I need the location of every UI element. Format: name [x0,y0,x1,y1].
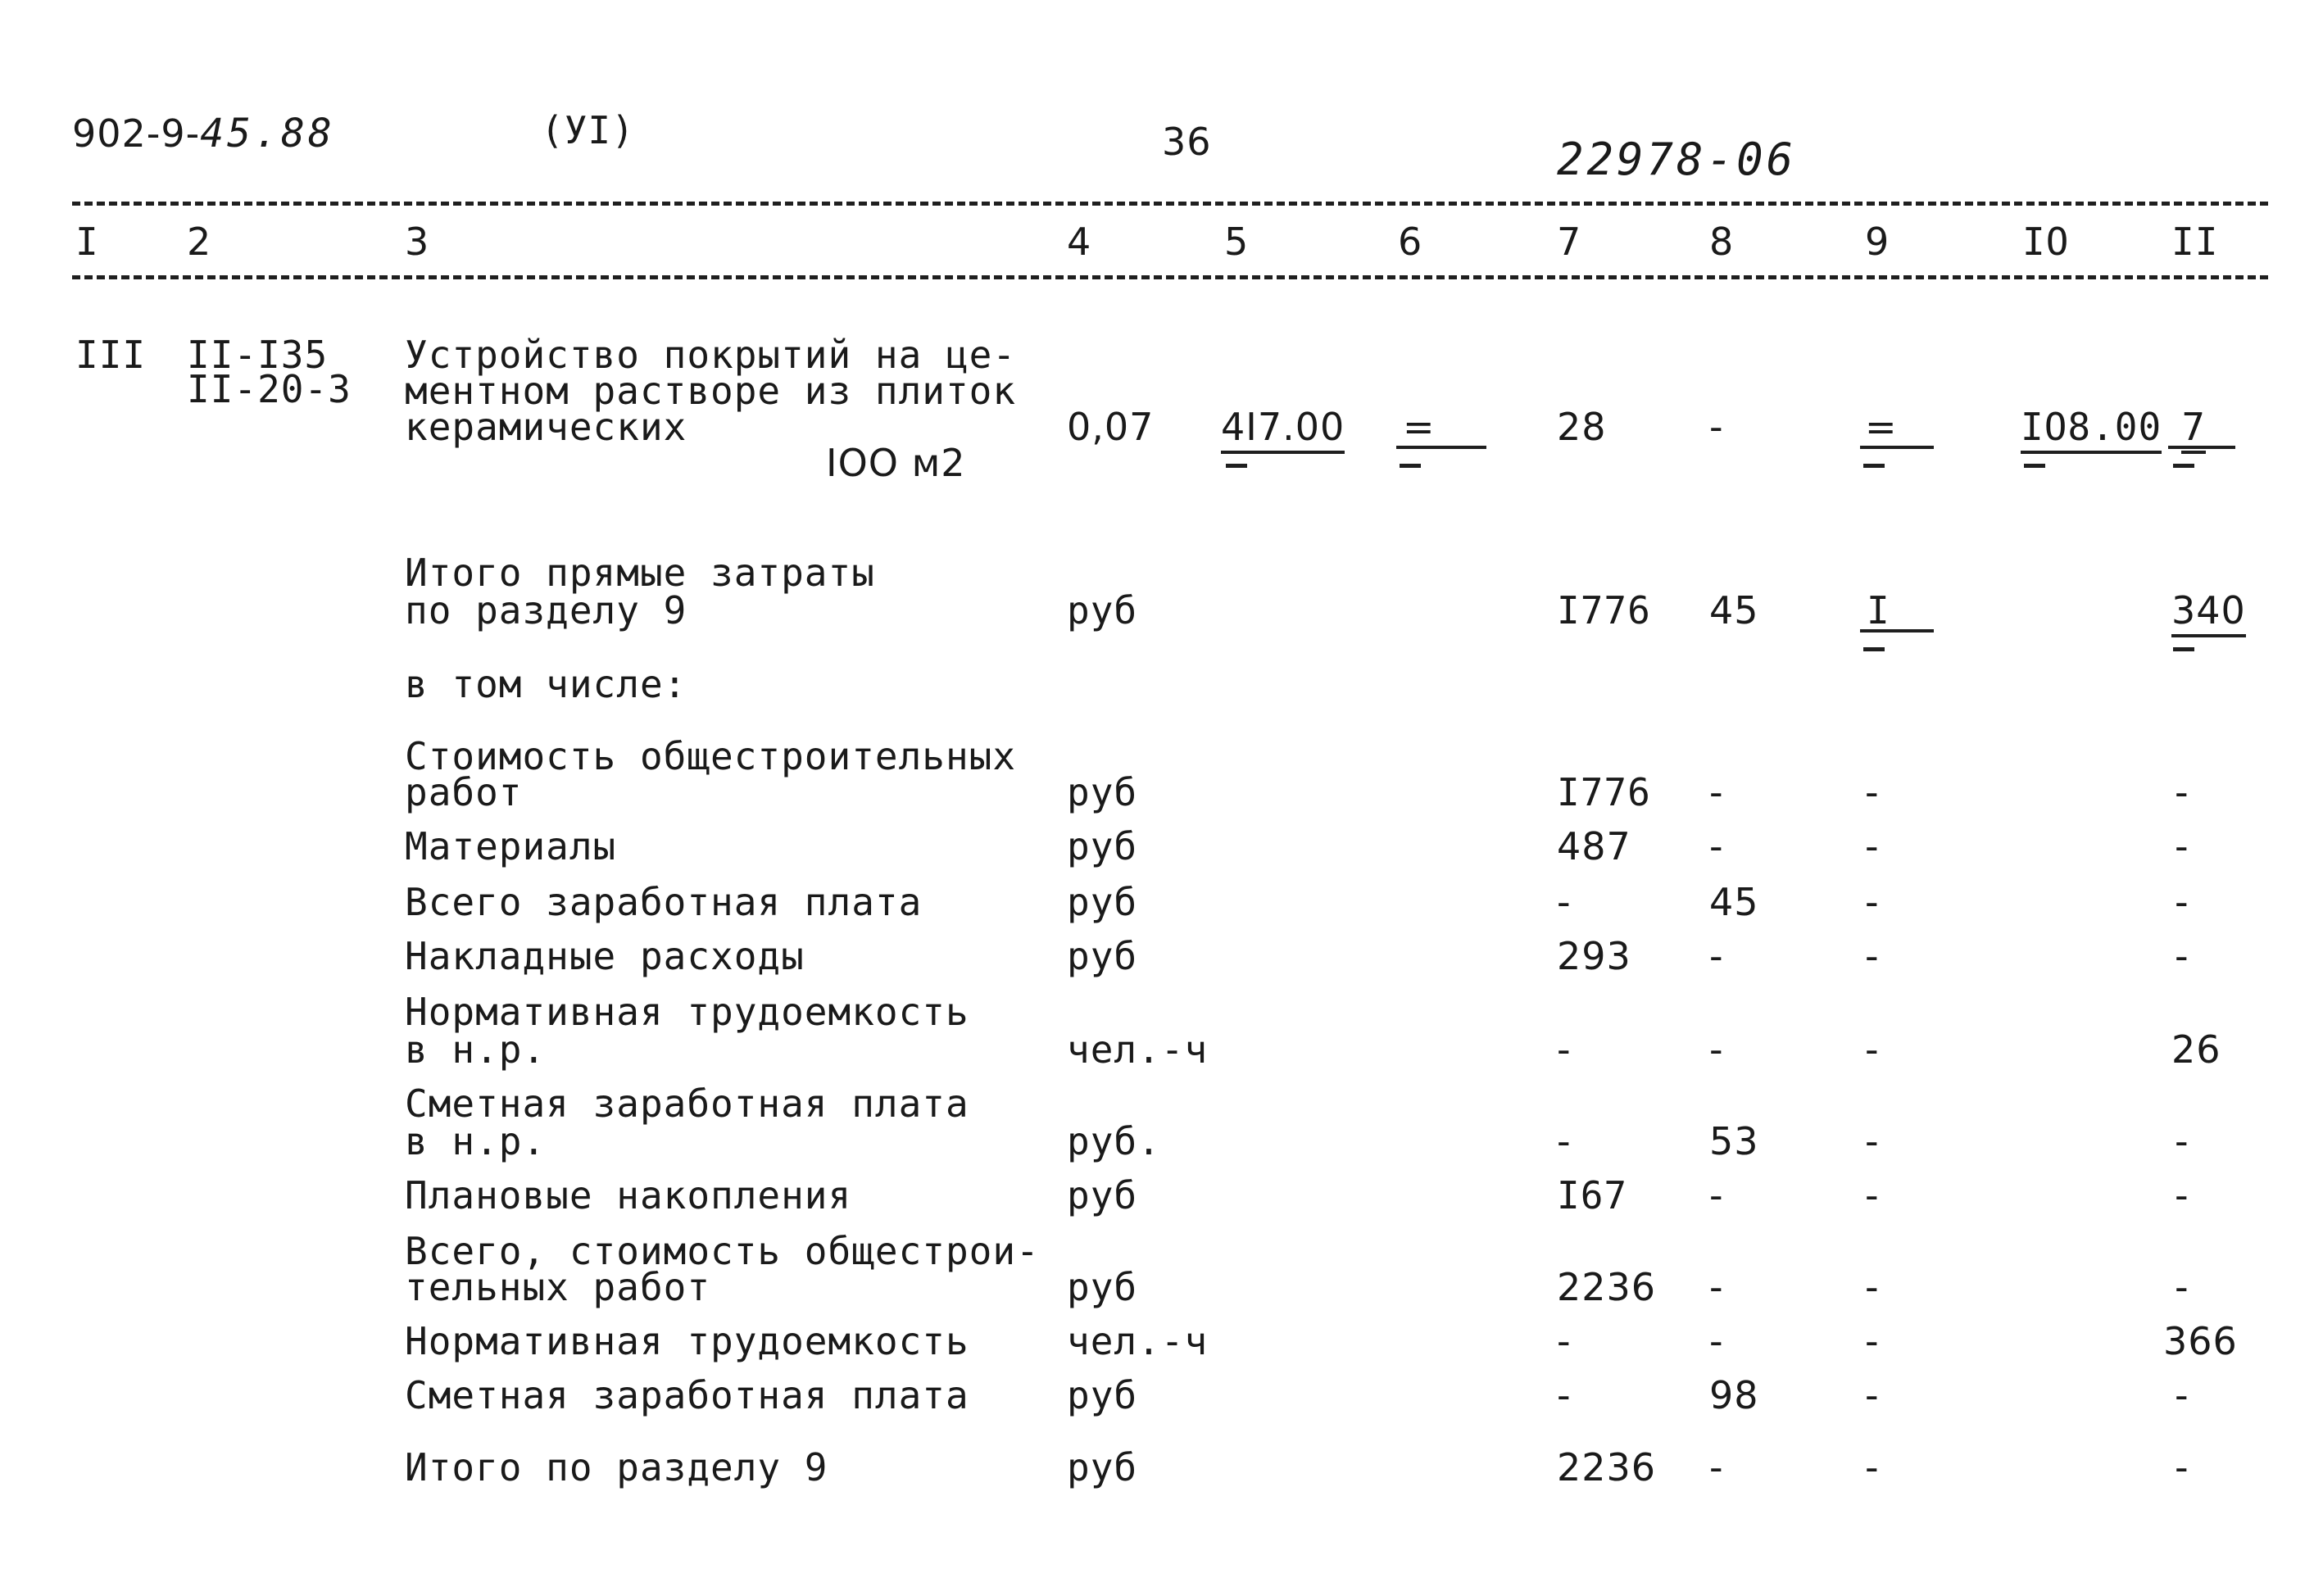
subtotal-name-line: по разделу 9 [405,588,687,633]
row-unit: руб [1067,770,1138,814]
dash-mark [1400,464,1421,468]
dash-mark [2024,464,2045,468]
row-col9-value: - [1865,1373,1880,1417]
row-col8-value: - [1709,1319,1724,1363]
row-unit: руб [1067,880,1138,924]
row-name-line: тельных работ [405,1265,711,1309]
document-code-handwritten: 45.88 [200,111,335,156]
item-col6-value: = [1403,405,1436,449]
column-header: II [2171,220,2219,264]
row-unit: чел.-ч [1067,1027,1209,1072]
row-name-line: Сметная заработная плата [405,1373,969,1417]
item-col8-value: - [1709,405,1724,449]
underline-mark [2168,446,2235,449]
item-code: II-20-3 [187,367,352,411]
row-unit: руб [1067,1173,1138,1217]
row-unit: руб. [1067,1119,1161,1163]
row-name-line: Нормативная трудоемкость [405,990,969,1034]
page-number: 36 [1162,120,1212,164]
row-col11-value: - [2175,934,2189,978]
row-col7-value: I776 [1557,770,1651,814]
row-col8-value: - [1709,770,1724,814]
row-col9-value: - [1865,824,1880,868]
album-number: (УI) [541,108,635,152]
item-col9-value: = [1865,405,1898,449]
column-header: 6 [1398,220,1423,264]
column-header: 8 [1709,220,1735,264]
item-code: II-I35 [187,333,329,377]
subtotal-col7-value: I776 [1557,588,1651,633]
row-col8-value: - [1709,1445,1724,1489]
item-col10-value: IO8.00 [2021,405,2162,454]
row-name-line: Всего заработная плата [405,880,923,924]
column-header: 4 [1067,220,1092,264]
document-code-typed: 902-9- [72,111,201,156]
row-col11-value: - [2175,1119,2189,1163]
row-col11-value: 366 [2163,1319,2238,1363]
document-code [72,111,335,156]
column-header: IO [2022,220,2070,264]
row-unit: руб [1067,934,1138,978]
row-col9-value: - [1865,1319,1880,1363]
row-col8-value: 98 [1709,1373,1759,1417]
row-col9-value: - [1865,1173,1880,1217]
row-col8-value: 45 [1709,880,1759,924]
row-col9-value: - [1865,880,1880,924]
row-name-line: Материалы [405,824,617,868]
row-col7-value: 293 [1557,934,1631,978]
column-header: 9 [1865,220,1890,264]
column-header: 5 [1224,220,1250,264]
row-unit: руб [1067,1445,1138,1489]
item-name-line: ментном растворе из плиток [405,369,1017,413]
subtotal-col8-value: 45 [1709,588,1759,633]
item-number: III [75,333,147,377]
item-name-line: керамических [405,405,687,449]
row-col11-value: - [2175,1373,2189,1417]
subtotal-col11-value: 340 [2171,588,2246,637]
subtotal-col9-value: I [1867,588,1890,633]
row-unit: руб [1067,1373,1138,1417]
row-col9-value: - [1865,770,1880,814]
subtotal-name-line: Итого прямые затраты [405,551,875,595]
row-col7-value: 487 [1557,824,1631,868]
row-col7-value: - [1557,1119,1572,1163]
row-col7-value: - [1557,880,1572,924]
row-col7-value: - [1557,1319,1572,1363]
inventory-number: 22978-06 [1557,134,1797,185]
underline-mark [1396,446,1486,449]
row-col7-value: - [1557,1373,1572,1417]
row-col8-value: - [1709,1173,1724,1217]
column-header: I [75,220,99,264]
row-name-line: Итого по разделу 9 [405,1445,828,1489]
column-header: 2 [187,220,212,264]
row-col7-value: I67 [1557,1173,1628,1217]
row-name-line: работ [405,770,523,814]
row-name-line: Накладные расходы [405,934,805,978]
item-unit: IOO м2 [826,441,966,485]
dash-mark [1226,464,1247,468]
header-rule-bottom [72,275,2268,279]
row-name-line: в н.р. [405,1027,547,1072]
row-col11-value: - [2175,1265,2189,1309]
row-col11-value: 26 [2171,1027,2221,1072]
dash-mark [2173,464,2194,468]
column-header: 3 [405,220,430,264]
dash-mark [2173,647,2194,651]
row-col8-value: - [1709,824,1724,868]
row-col9-value: - [1865,1265,1880,1309]
row-col7-value: 2236 [1557,1445,1657,1489]
row-unit: руб [1067,1265,1138,1309]
item-col11-value: 7 [2181,405,2206,454]
item-col5-value: 4I7.00 [1221,405,1345,454]
item-name-line: Устройство покрытий на це- [405,333,1017,377]
row-col9-value: - [1865,934,1880,978]
row-name-line: Плановые накопления [405,1173,852,1217]
underline-mark [1860,629,1934,633]
dash-mark [1863,647,1885,651]
row-col8-value: - [1709,1027,1724,1072]
row-col9-value: - [1865,1119,1880,1163]
row-unit: руб [1067,824,1138,868]
row-name-line: Стоимость общестроительных [405,734,1017,778]
header-rule-top [72,202,2268,206]
row-col9-value: - [1865,1027,1880,1072]
row-unit: чел.-ч [1067,1319,1209,1363]
row-col7-value: 2236 [1557,1265,1657,1309]
row-col11-value: - [2175,880,2189,924]
row-col9-value: - [1865,1445,1880,1489]
row-col8-value: 53 [1709,1119,1759,1163]
row-col8-value: - [1709,934,1724,978]
item-quantity: 0,07 [1067,405,1155,449]
row-col11-value: - [2175,824,2189,868]
row-col11-value: - [2175,1173,2189,1217]
row-col11-value: - [2175,1445,2189,1489]
dash-mark [1863,464,1885,468]
row-name-line: Нормативная трудоемкость [405,1319,969,1363]
including-label: в том числе: [405,662,687,706]
subtotal-unit: руб [1067,588,1138,633]
row-name-line: Всего, стоимость общестрои- [405,1229,1040,1273]
underline-mark [1860,446,1934,449]
column-header: 7 [1557,220,1582,264]
row-col11-value: - [2175,770,2189,814]
item-col7-value: 28 [1557,405,1607,449]
row-name-line: Сметная заработная плата [405,1081,969,1126]
row-col7-value: - [1557,1027,1572,1072]
row-col8-value: - [1709,1265,1724,1309]
row-name-line: в н.р. [405,1119,547,1163]
